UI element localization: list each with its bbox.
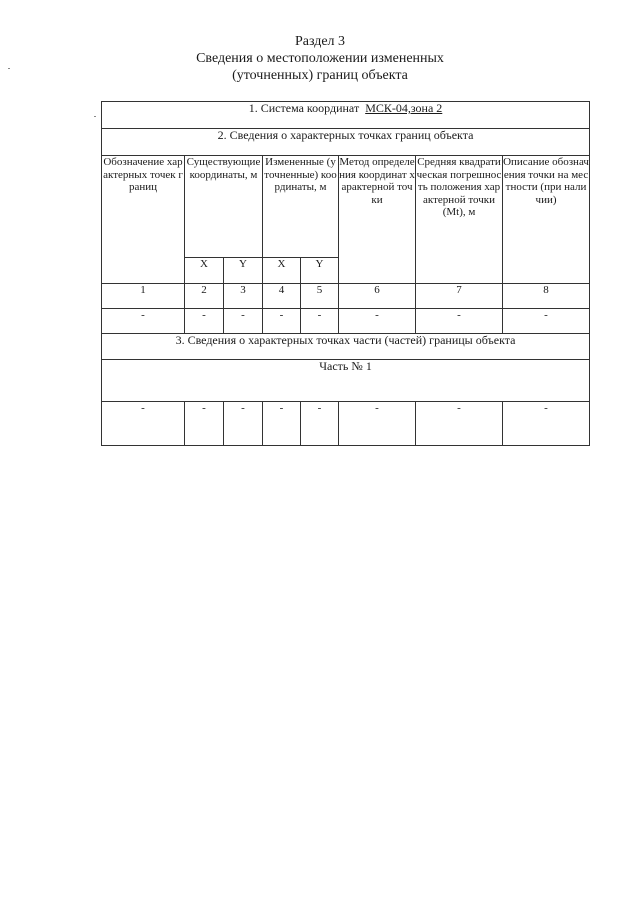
table-cell: - — [102, 309, 185, 334]
table-cell: - — [503, 309, 590, 334]
section3-title: 3. Сведения о характерных точках части (частей) границы объекта — [102, 334, 590, 360]
col-header-existing: Существующие координаты, м — [185, 156, 263, 258]
section2-title-row — [102, 129, 590, 156]
column-number: 6 — [339, 284, 416, 309]
table-cell: - — [102, 402, 185, 446]
scan-speck — [8, 68, 10, 69]
subheader-y: Y — [301, 258, 339, 284]
column-number: 2 — [185, 284, 224, 309]
column-number: 4 — [263, 284, 301, 309]
table-cell: - — [339, 309, 416, 334]
scan-speck — [94, 116, 96, 117]
column-number: 3 — [224, 284, 263, 309]
col-header-method: Метод определения координат характерной точки — [339, 156, 416, 284]
table-cell: - — [185, 402, 224, 446]
col-header-point: Обозначение характерных точек границ — [102, 156, 185, 284]
table-cell: - — [503, 402, 590, 446]
coordinate-system-value: МСК-04,зона 2 — [365, 101, 443, 115]
table-cell: - — [301, 309, 339, 334]
coordinate-system-label: 1. Система координат — [248, 101, 360, 115]
header-row — [102, 156, 590, 258]
column-numbers-row — [102, 284, 590, 309]
table-cell: - — [224, 309, 263, 334]
section3-title-row — [102, 334, 590, 360]
column-number: 5 — [301, 284, 339, 309]
coordinates-table — [101, 101, 590, 446]
table-cell: - — [224, 402, 263, 446]
subheader-x: X — [263, 258, 301, 284]
section2-title: 2. Сведения о характерных точках границ объекта — [102, 129, 590, 156]
col-header-description: Описание обозначения точки на местности (при наличии) — [503, 156, 590, 284]
part-label-row — [102, 360, 590, 402]
section-title-line2: (уточненных) границ объекта — [232, 68, 408, 83]
table-cell: - — [185, 309, 224, 334]
col-header-changed: Измененные (уточненные) координаты, м — [263, 156, 339, 258]
table-row — [102, 309, 590, 334]
column-number: 7 — [416, 284, 503, 309]
table-cell: - — [263, 309, 301, 334]
table-row — [102, 402, 590, 446]
section-number: Раздел 3 — [294, 34, 346, 49]
table-cell: - — [416, 309, 503, 334]
table-cell: - — [263, 402, 301, 446]
table-cell: - — [339, 402, 416, 446]
coordinate-system-cell — [102, 102, 590, 129]
part-label: Часть № 1 — [102, 360, 590, 402]
subheader-y: Y — [224, 258, 263, 284]
table-cell: - — [301, 402, 339, 446]
column-number: 8 — [503, 284, 590, 309]
col-header-accuracy: Средняя квадратическая погрешность положения характерной точки (Mt), м — [416, 156, 503, 284]
section-title-line1: Сведения о местоположении измененных — [196, 51, 444, 66]
subheader-x: X — [185, 258, 224, 284]
table-cell: - — [416, 402, 503, 446]
column-number: 1 — [102, 284, 185, 309]
coordinate-system-row — [102, 102, 590, 129]
